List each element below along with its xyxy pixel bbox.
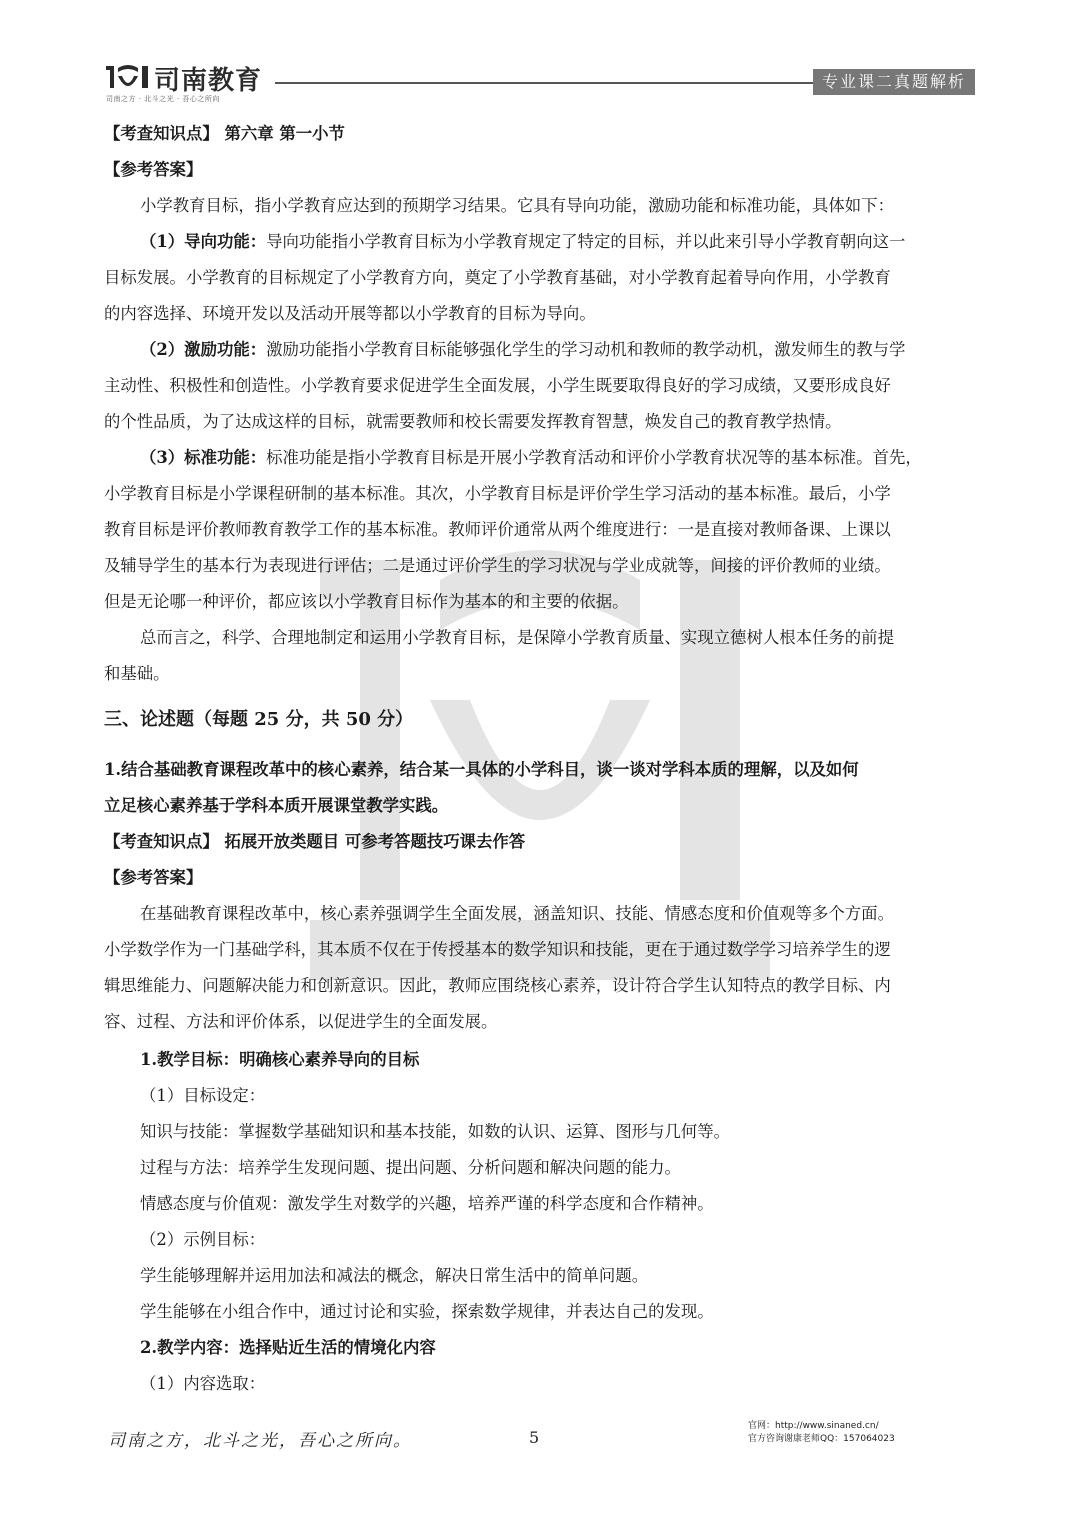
line-text: 在基础教育课程改革中，核心素养强调学生全面发展，涵盖知识、技能、情感态度和价值观等多个方面。 bbox=[140, 904, 894, 923]
text-line bbox=[140, 1302, 714, 1322]
line-text: 小学数学作为一门基础学科，其本质不仅在于传授基本的数学知识和技能，更在于通过数学学习培养学生的逻 bbox=[104, 940, 891, 959]
text-line bbox=[104, 976, 891, 996]
line-text: 的内容选择、环境开发以及活动开展等都以小学教育的目标为导向。 bbox=[104, 304, 596, 323]
text-line bbox=[104, 412, 842, 432]
line-text: 三、论述题（每题 25 分，共 50 分） bbox=[104, 709, 414, 730]
text-line bbox=[104, 1012, 497, 1032]
header-tag: 专业课二真题解析 bbox=[813, 69, 975, 95]
text-line bbox=[140, 1338, 436, 1358]
line-text: 总而言之，科学、合理地制定和运用小学教育目标，是保障小学教育质量、实现立德树人根本任务的前提 bbox=[140, 628, 894, 647]
line-text: 激励功能指小学教育目标能够强化学生的学习动机和教师的教学动机，激发师生的教与学 bbox=[266, 340, 906, 359]
logo-slogan: 司南之方 · 北斗之光 · 吾心之所向 bbox=[106, 95, 220, 103]
line-text: 目标发展。小学教育的目标规定了小学教育方向，奠定了小学教育基础，对小学教育起着导向作用，小学教育 bbox=[104, 268, 891, 287]
text-line bbox=[104, 520, 891, 540]
line-text: 和基础。 bbox=[104, 664, 170, 683]
line-text: 及辅导学生的基本行为表现进行评估；二是通过评价学生的学习状况与学业成就等，间接的评价教师的业绩。 bbox=[104, 556, 891, 575]
text-line bbox=[140, 196, 894, 216]
text-line bbox=[104, 556, 891, 576]
logo-mark-icon bbox=[104, 62, 152, 92]
line-text: 辑思维能力、问题解决能力和创新意识。因此，教师应围绕核心素养，设计符合学生认知特点的教学目标、内 bbox=[104, 976, 891, 995]
text-line bbox=[140, 1230, 265, 1250]
line-text: 小学教育目标是小学课程研制的基本标准。其次，小学教育目标是评价学生学习活动的基本标准。最后，小学 bbox=[104, 484, 891, 503]
header-divider bbox=[275, 82, 813, 84]
text-line bbox=[104, 592, 629, 612]
text-line bbox=[104, 268, 891, 288]
line-text: 2.教学内容：选择贴近生活的情境化内容 bbox=[140, 1338, 436, 1357]
line-text: 过程与方法：培养学生发现问题、提出问题、分析问题和解决问题的能力。 bbox=[140, 1158, 681, 1177]
line-text: （1）内容选取： bbox=[140, 1374, 266, 1393]
text-line bbox=[104, 124, 345, 144]
footer-website: 官网：http://www.sinaned.cn/ bbox=[748, 1421, 879, 1431]
line-text: 【考查知识点】 拓展开放类题目 可参考答题技巧课去作答 bbox=[104, 832, 526, 851]
text-line bbox=[140, 628, 894, 648]
text-line bbox=[140, 340, 905, 360]
line-text: 标准功能是指小学教育目标是开展小学教育活动和评价小学教育状况等的基本标准。首先， bbox=[266, 448, 922, 467]
line-text: 容、过程、方法和评价体系，以促进学生的全面发展。 bbox=[104, 1012, 498, 1031]
text-line bbox=[140, 1050, 419, 1070]
line-text: 【考查知识点】 第六章 第一小节 bbox=[104, 124, 345, 143]
line-text: 【参考答案】 bbox=[104, 160, 203, 179]
logo-text: 司南教育 bbox=[154, 66, 263, 96]
footer-slogan: 司南之方，北斗之光，吾心之所向。 bbox=[108, 1431, 412, 1451]
text-line bbox=[140, 1122, 730, 1142]
section-heading bbox=[104, 710, 413, 730]
line-text: 立足核心素养基于学科本质开展课堂教学实践。 bbox=[104, 796, 449, 815]
line-text: 的个性品质，为了达成这样的目标，就需要教师和校长需要发挥教育智慧，焕发自己的教育教学热情。 bbox=[104, 412, 842, 431]
line-text: 导向功能指小学教育目标为小学教育规定了特定的目标，并以此来引导小学教育朝向这一 bbox=[266, 232, 906, 251]
text-line bbox=[104, 484, 891, 504]
text-line bbox=[140, 1266, 648, 1286]
line-text: 学生能够理解并运用加法和减法的概念，解决日常生活中的简单问题。 bbox=[140, 1266, 649, 1285]
text-line bbox=[140, 1086, 265, 1106]
term-label: （1）导向功能： bbox=[140, 232, 267, 251]
line-text: 情感态度与价值观：激发学生对数学的兴趣，培养严谨的科学态度和合作精神。 bbox=[140, 1194, 714, 1213]
line-text: 教育目标是评价教师教育教学工作的基本标准。教师评价通常从两个维度进行：一是直接对教师备课、上课以 bbox=[104, 520, 891, 539]
text-line bbox=[104, 940, 891, 960]
text-line bbox=[140, 1158, 681, 1178]
line-text: 但是无论哪一种评价，都应该以小学教育目标作为基本的和主要的依据。 bbox=[104, 592, 629, 611]
line-text: 1.教学目标：明确核心素养导向的目标 bbox=[140, 1050, 420, 1069]
line-text: 【参考答案】 bbox=[104, 868, 203, 887]
term-label: （3）标准功能： bbox=[140, 448, 267, 467]
text-line bbox=[140, 1374, 265, 1394]
footer-contact: 官方咨询谢康老师QQ：157064023 bbox=[748, 1434, 895, 1444]
text-line bbox=[140, 232, 905, 252]
footer-contact-info bbox=[748, 1420, 895, 1446]
page-header bbox=[0, 0, 1080, 110]
text-line bbox=[104, 832, 525, 852]
text-line bbox=[104, 664, 170, 684]
line-text: （2）示例目标： bbox=[140, 1230, 266, 1249]
line-text: 知识与技能：掌握数学基础知识和基本技能，如数的认识、运算、图形与几何等。 bbox=[140, 1122, 731, 1141]
brand-logo bbox=[104, 62, 274, 102]
text-line bbox=[104, 760, 859, 780]
page-number: 5 bbox=[529, 1428, 540, 1447]
line-text: 1.结合基础教育课程改革中的核心素养，结合某一具体的小学科目，谈一谈对学科本质的理解，以及如何 bbox=[104, 760, 859, 779]
line-text: 主动性、积极性和创造性。小学教育要求促进学生全面发展，小学生既要取得良好的学习成绩，又要形成良好 bbox=[104, 376, 891, 395]
text-line bbox=[104, 160, 202, 180]
line-text: 学生能够在小组合作中，通过讨论和实验，探索数学规律，并表达自己的发现。 bbox=[140, 1302, 714, 1321]
text-line bbox=[140, 448, 922, 468]
line-text: 小学教育目标，指小学教育应达到的预期学习结果。它具有导向功能，激励功能和标准功能，具体如下： bbox=[140, 196, 894, 215]
text-line bbox=[104, 376, 891, 396]
text-line bbox=[140, 904, 894, 924]
text-line bbox=[104, 796, 448, 816]
text-line bbox=[104, 304, 596, 324]
text-line bbox=[104, 868, 202, 888]
text-line bbox=[140, 1194, 714, 1214]
line-text: （1）目标设定： bbox=[140, 1086, 266, 1105]
term-label: （2）激励功能： bbox=[140, 340, 267, 359]
